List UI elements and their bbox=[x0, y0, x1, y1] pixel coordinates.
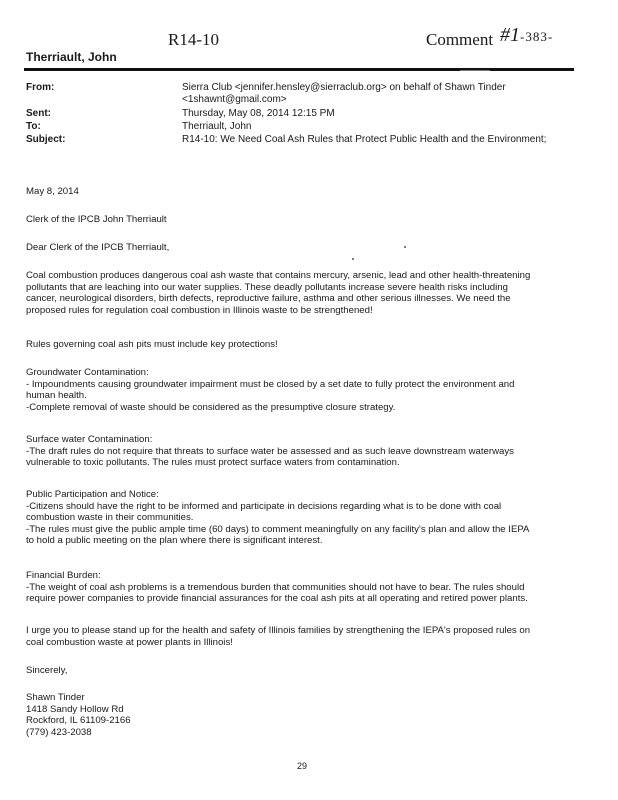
header-divider bbox=[24, 68, 574, 71]
comment-number: #1 bbox=[500, 24, 520, 46]
signature-block bbox=[26, 692, 571, 738]
signature-city: Rockford, IL 61109-2166 bbox=[26, 715, 131, 727]
intro-line: pollutants that are leaching into our water supplies. These deadly pollutants increase severe health risks including bbox=[26, 281, 508, 293]
from-line-1: Sierra Club <jennifer.hensley@sierraclub.org> on behalf of Shawn Tinder bbox=[182, 82, 506, 93]
closing-paragraph bbox=[26, 625, 571, 648]
section-heading: Financial Burden: bbox=[26, 570, 101, 581]
closing-line: I urge you to please stand up for the health and safety of Illinois families by strengthening the IEPA's proposed rules on bbox=[26, 625, 531, 636]
comment-suffix: -383- bbox=[520, 29, 554, 44]
closing-line: coal combustion waste at power plants in Illinois! bbox=[26, 636, 233, 648]
public-participation-section bbox=[26, 489, 571, 547]
groundwater-section bbox=[26, 367, 571, 413]
from-label: From: bbox=[26, 82, 55, 93]
to-value: Therriault, John bbox=[182, 121, 252, 132]
section-line: -Complete removal of waste should be considered as the presumptive closure strategy. bbox=[26, 401, 396, 413]
from-value bbox=[182, 82, 577, 106]
comment-stamp-label: Comment bbox=[426, 30, 494, 49]
recipient-name-heading: Therriault, John bbox=[26, 50, 117, 64]
section-line: to hold a public meeting on the plan where there is significant interest. bbox=[26, 535, 323, 547]
intro-paragraph bbox=[26, 270, 571, 316]
intro-line: Coal combustion produces dangerous coal ash waste that contains mercury, arsenic, lead and other health-threatening bbox=[26, 270, 531, 281]
letter-salutation: Dear Clerk of the IPCB Therriault, bbox=[26, 242, 170, 253]
docket-stamp: R14-10 bbox=[168, 30, 219, 49]
section-heading: Public Participation and Notice: bbox=[26, 489, 159, 500]
financial-burden-section bbox=[26, 570, 571, 605]
section-line: -The weight of coal ash problems is a tremendous burden that communities should not have to bear. The rules should bbox=[26, 581, 525, 593]
signoff: Sincerely, bbox=[26, 665, 68, 676]
section-heading: Surface water Contamination: bbox=[26, 434, 153, 445]
signature-name: Shawn Tinder bbox=[26, 692, 85, 703]
subject-value: R14-10: We Need Coal Ash Rules that Protect Public Health and the Environment; bbox=[182, 134, 547, 145]
intro-line: cancer, neurological disorders, birth defects, reproductive failure, asthma and other serious illnesses. We need the bbox=[26, 293, 511, 305]
comment-stamp-number bbox=[500, 24, 553, 47]
scan-speckle bbox=[404, 246, 406, 248]
scan-mark bbox=[460, 70, 490, 71]
surface-water-section bbox=[26, 434, 571, 469]
section-line: -The rules must give the public ample time (60 days) to comment meaningfully on any facility's plan and allow the IEPA bbox=[26, 523, 530, 535]
signature-street: 1418 Sandy Hollow Rd bbox=[26, 703, 124, 715]
section-line: -Citizens should have the right to be informed and participate in decisions regarding what is to be done with coal bbox=[26, 500, 502, 512]
sent-label: Sent: bbox=[26, 108, 51, 119]
letter-date: May 8, 2014 bbox=[26, 186, 79, 197]
signature-phone: (779) 423-2038 bbox=[26, 726, 92, 738]
section-line: vulnerable to toxic pollutants. The rules must protect surface waters from contamination. bbox=[26, 457, 400, 469]
scan-speckle bbox=[352, 258, 354, 260]
rules-intro: Rules governing coal ash pits must include key protections! bbox=[26, 339, 278, 350]
section-line: - Impoundments causing groundwater impairment must be closed by a set date to fully protect the environment and bbox=[26, 378, 515, 390]
intro-line: proposed rules for regulation coal combustion in Illinois waste to be strengthened! bbox=[26, 304, 373, 316]
letter-addressee: Clerk of the IPCB John Therriault bbox=[26, 214, 167, 225]
subject-label: Subject: bbox=[26, 134, 66, 145]
from-line-2: <1shawnt@gmail.com> bbox=[182, 94, 287, 105]
section-line: require power companies to provide financial assurances for the coal ash pits at all operating and retired power plants. bbox=[26, 593, 528, 605]
page-number: 29 bbox=[297, 761, 308, 771]
to-label: To: bbox=[26, 121, 41, 132]
sent-value: Thursday, May 08, 2014 12:15 PM bbox=[182, 108, 335, 119]
section-line: -The draft rules do not require that threats to surface water be assessed and as such leave downstream waterways bbox=[26, 445, 514, 457]
section-line: human health. bbox=[26, 390, 87, 402]
section-heading: Groundwater Contamination: bbox=[26, 367, 149, 378]
section-line: combustion waste in their communities. bbox=[26, 512, 194, 524]
